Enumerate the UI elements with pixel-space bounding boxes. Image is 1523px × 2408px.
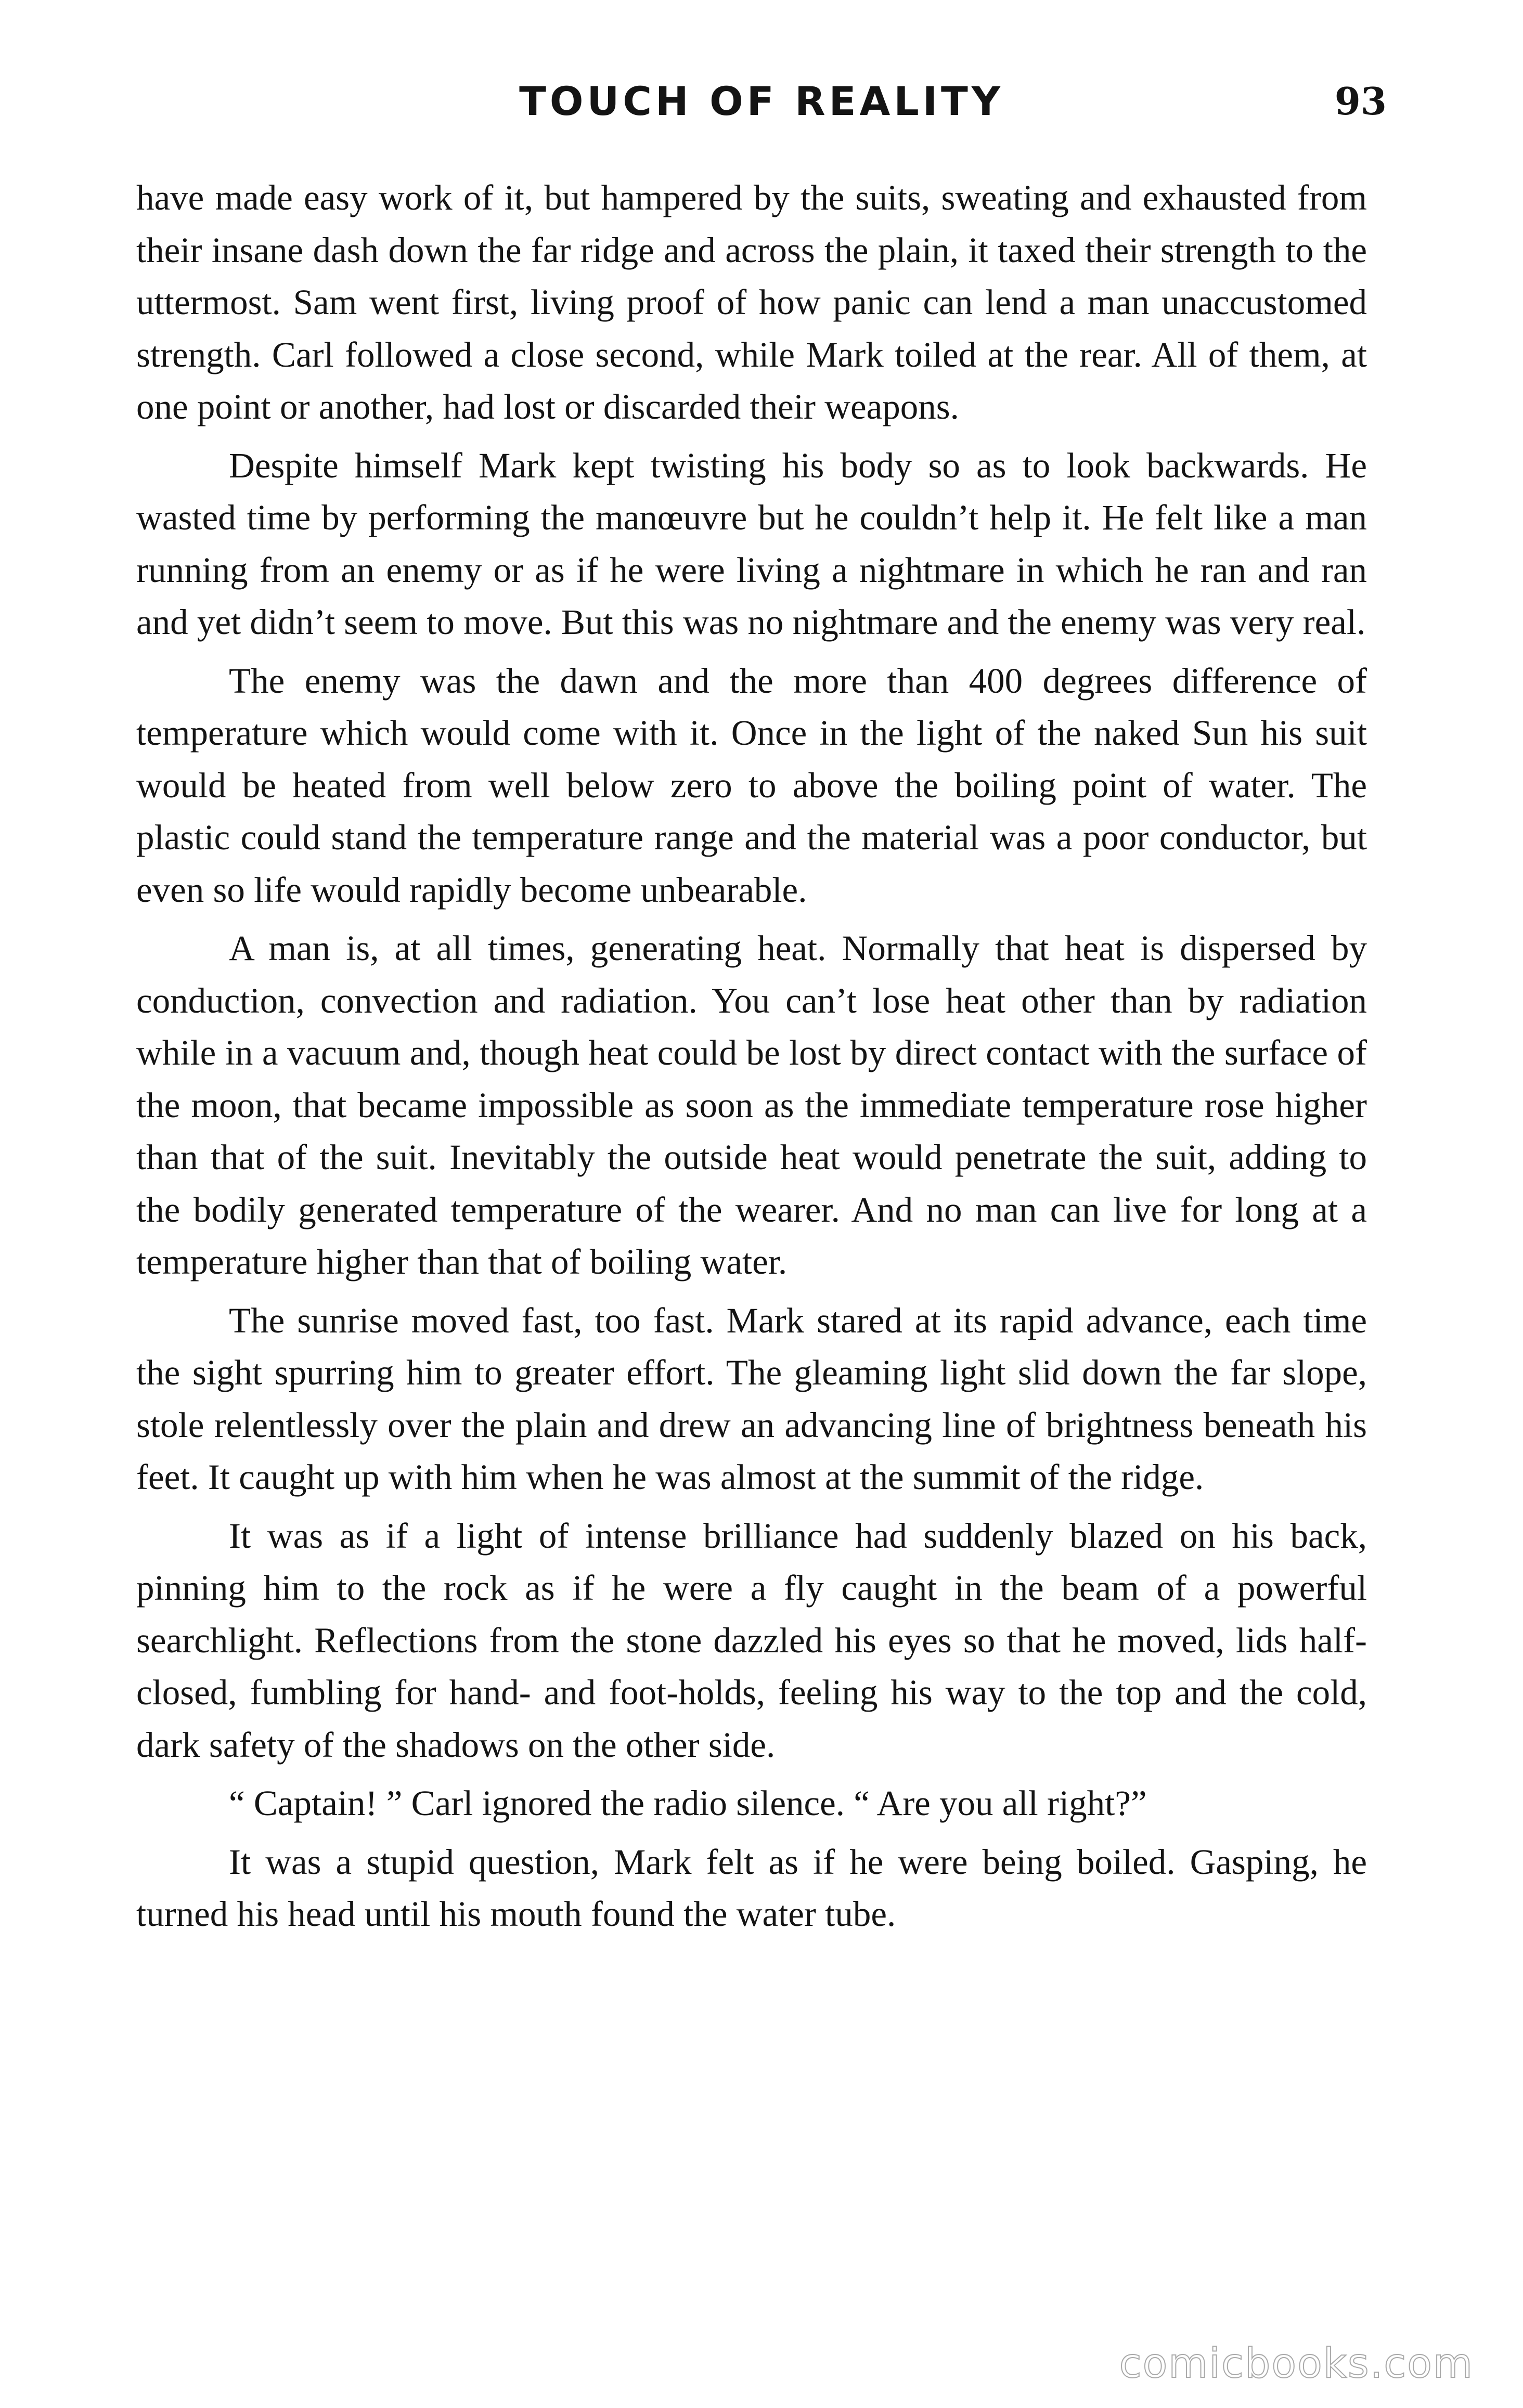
running-head	[136, 73, 1387, 130]
page-number: 93	[1334, 79, 1387, 123]
paragraph-2: Despite himself Mark kept twisting his body so as to look backwards. He wasted time by performing the manœuvre but he couldn’t help it. He felt like a man running from an enemy or as if he were living a nightmare in which he ran and ran and yet didn’t seem to move. But this was no nightmare and the enemy was very real.	[136, 445, 1367, 642]
paragraph-8: It was a stupid question, Mark felt as if he were being boiled. Gasping, he turned his head until his mouth found the water tube.	[136, 1842, 1367, 1934]
paragraph-7: “ Captain! ” Carl ignored the radio silence. “ Are you all right?”	[229, 1783, 1147, 1823]
paragraph-1: have made easy work of it, but hampered by the suits, sweating and exhausted from their insane dash down the far ridge and across the plain, it taxed their strength to the uttermost. Sam went first, living proof of how panic can lend a man unaccustomed strength. Carl followed a close second, while Mark toiled at the rear. All of them, at one point or another, had lost or discarded their weapons.	[136, 178, 1367, 426]
paragraph-6: It was as if a light of intense brilliance had suddenly blazed on his back, pinning him to the rock as if he were a fly caught in the beam of a powerful searchlight. Reflections from the stone dazzled his eyes so that he moved, lids half-closed, fumbling for hand- and foot-holds, feeling his way to the top and the cold, dark safety of the shadows on the other side.	[136, 1516, 1367, 1765]
body-text	[136, 172, 1367, 1947]
paragraph-3: The enemy was the dawn and the more than 400 degrees difference of temperature which would come with it. Once in the light of the naked Sun his suit would be heated from well below zero to above the boiling point of water. The plastic could stand the temperature range and the material was a poor conductor, but even so life would rapidly become unbearable.	[136, 661, 1367, 910]
running-title: TOUCH OF REALITY	[519, 78, 1004, 124]
watermark: comicbooks.com	[1119, 2340, 1474, 2387]
paragraph-4: A man is, at all times, generating heat. Normally that heat is dispersed by conduction, convection and radiation. You can’t lose heat other than by radiation while in a vacuum and, though heat could be lost by direct contact with the surface of the moon, that became impossible as soon as the immediate temperature rose higher than that of the suit. Inevitably the outside heat would penetrate the suit, adding to the bodily generated temperature of the wearer. And no man can live for long at a temperature higher than that of boiling water.	[136, 928, 1367, 1281]
paragraph-5: The sunrise moved fast, too fast. Mark stared at its rapid advance, each time the sight spurring him to greater effort. The gleaming light slid down the far slope, stole relentlessly over the plain and drew an advancing line of brightness beneath his feet. It caught up with him when he was almost at the summit of the ridge.	[136, 1300, 1367, 1497]
